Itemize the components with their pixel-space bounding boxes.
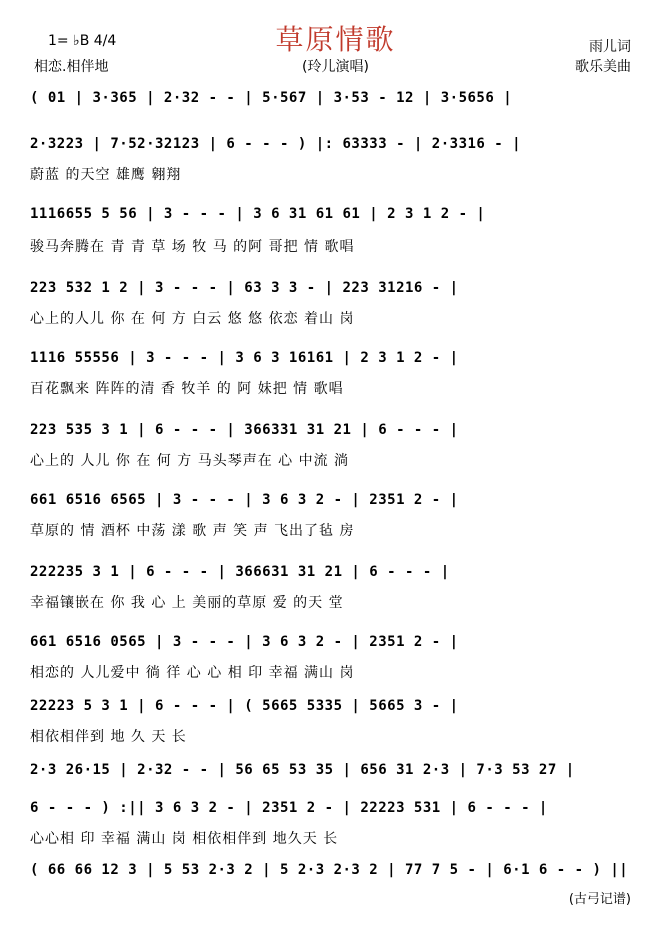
lyric-row: 幸福镶嵌在 你 我 心 上 美丽的草原 爱 的天 堂 bbox=[30, 595, 344, 611]
lyric-row: 心心相 印 幸福 满山 岗 相依相伴到 地久天 长 bbox=[30, 831, 339, 847]
key-signature: 1= ♭B 4/4 bbox=[48, 33, 117, 49]
transcriber-credit: (古弓记谱) bbox=[568, 892, 631, 907]
lyric-row: 心上的人儿 你 在 何 方 白云 悠 悠 依恋 着山 岗 bbox=[30, 311, 355, 327]
lyric-row: 相恋的 人儿爱中 徜 徉 心 心 相 印 幸福 满山 岗 bbox=[30, 665, 355, 681]
notation-row: ( 66 66 12 3 | 5 53 2·3 2 | 5 2·3 2·3 2 | 77 7 5 - | 6·1 6 - - ) || bbox=[30, 862, 629, 878]
lyric-row: 心上的 人儿 你 在 何 方 马头琴声在 心 中流 淌 bbox=[30, 453, 350, 469]
song-title: 草原情歌 bbox=[275, 23, 396, 56]
lyric-row: 草原的 情 酒杯 中荡 漾 歌 声 笑 声 飞出了毡 房 bbox=[30, 523, 355, 539]
notation-row: 6 - - - ) :|| 3 6 3 2 - | 2351 2 - | 22223 531 | 6 - - - | bbox=[30, 800, 548, 816]
lyric-row: 骏马奔腾在 青 青 草 场 牧 马 的阿 哥把 情 歌唱 bbox=[30, 239, 355, 255]
notation-row: 661 6516 6565 | 3 - - - | 3 6 3 2 - | 2351 2 - | bbox=[30, 492, 459, 508]
notation-row: 2·3 26·15 | 2·32 - - | 56 65 53 35 | 656 31 2·3 | 7·3 53 27 | bbox=[30, 762, 575, 778]
notation-row: 223 535 3 1 | 6 - - - | 366331 31 21 | 6 - - - | bbox=[30, 422, 459, 438]
notation-row: 661 6516 0565 | 3 - - - | 3 6 3 2 - | 2351 2 - | bbox=[30, 634, 459, 650]
notation-row: 223 532 1 2 | 3 - - - | 63 3 3 - | 223 31216 - | bbox=[30, 280, 459, 296]
subtitle: 相恋.相伴地 bbox=[34, 59, 109, 75]
lyric-row: 相依相伴到 地 久 天 长 bbox=[30, 729, 187, 745]
singer-credit: (玲儿演唱) bbox=[302, 59, 369, 75]
composer-credit: 歌乐美曲 bbox=[575, 59, 631, 75]
lyricist-credit: 雨儿词 bbox=[589, 39, 631, 55]
notation-row: 22223 5 3 1 | 6 - - - | ( 5665 5335 | 5665 3 - | bbox=[30, 698, 459, 714]
notation-row: 1116 55556 | 3 - - - | 3 6 3 16161 | 2 3 1 2 - | bbox=[30, 350, 459, 366]
notation-row: 222235 3 1 | 6 - - - | 366631 31 21 | 6 - - - | bbox=[30, 564, 450, 580]
notation-row: 2·3223 | 7·52·32123 | 6 - - - ) |: 63333 - | 2·3316 - | bbox=[30, 136, 522, 152]
lyric-row: 百花飘来 阵阵的清 香 牧羊 的 阿 妹把 情 歌唱 bbox=[30, 381, 344, 397]
notation-row: ( 01 | 3·365 | 2·32 - - | 5·567 | 3·53 - 12 | 3·5656 | bbox=[30, 90, 513, 106]
notation-row: 1116655 5 56 | 3 - - - | 3 6 31 61 61 | 2 3 1 2 - | bbox=[30, 206, 486, 222]
lyric-row: 蔚蓝 的天空 雄鹰 翱翔 bbox=[30, 167, 182, 183]
